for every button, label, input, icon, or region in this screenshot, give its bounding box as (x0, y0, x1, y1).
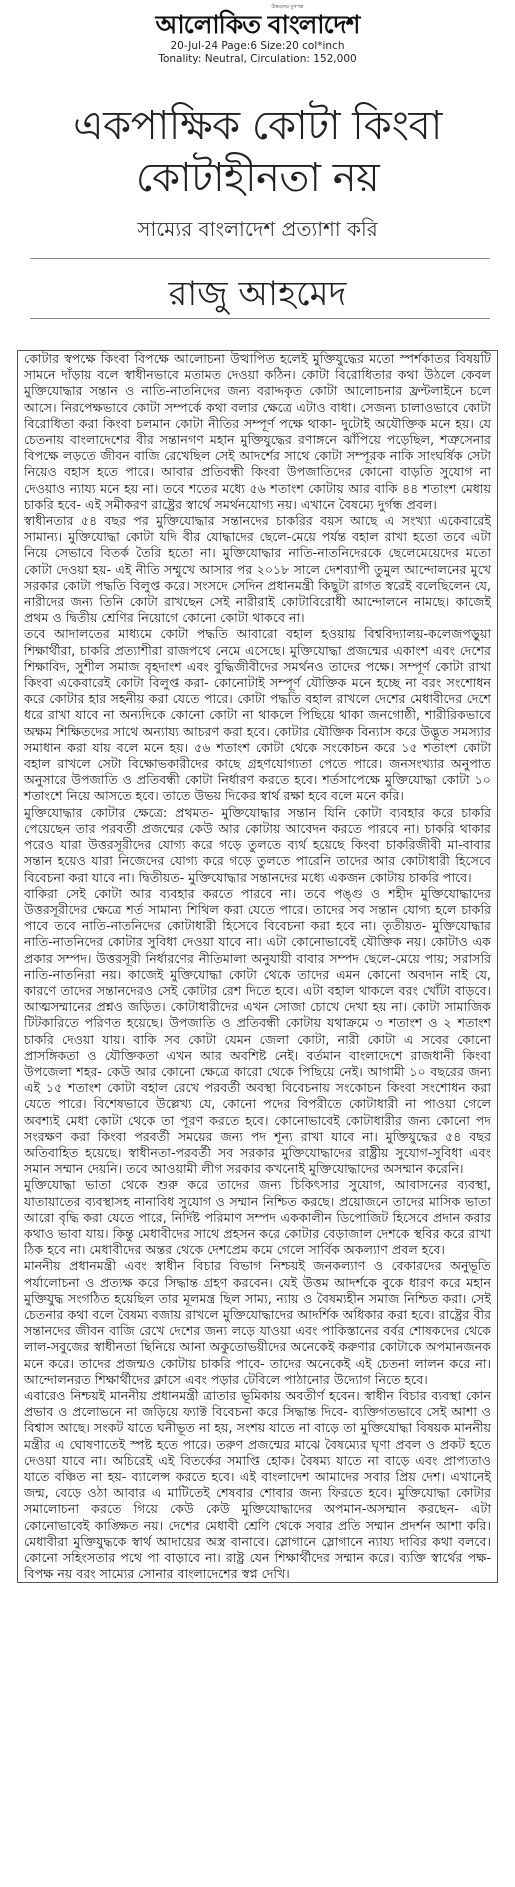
article-paragraph: মুক্তিযোদ্ধার কোটার ক্ষেত্রে: প্রথমত- মুক্তিযোদ্ধার সন্তান যিনি কোটা ব্যবহার করে চাকরি পেয়েছেন তার পরবর্তী প্রজন্মের কেউ আর কোটায় আবেদন করতে পারবে না। চাকরি থাকার পরেও যারা উত্তরসূরীদের যোগ্য করে গড়ে তুলতে ব্যর্থ হয়েছে কিংবা চাকরিজীবী মা-বাবার সন্তান হয়েও যারা নিজেদের যোগ্য করে গড়ে তুলতে পারেনি তাদের আর কোটাধারী হিসেবে বিবেচনা করা যাবে না। দ্বিতীয়ত- মুক্তিযোদ্ধার সন্তানদের মধ্যে একজন কোটায় চাকরি পাবে। (24, 804, 491, 885)
masthead-tagline: উন্নয়নের মুখপত্র (271, 4, 304, 10)
clipping-meta-line2: Tonality: Neutral, Circulation: 152,000 (158, 53, 357, 65)
article-subtitle: সাম্যের বাংলাদেশ প্রত্যাশা করি (137, 217, 378, 241)
headline-line2: কোটাহীনতা নয় (135, 155, 380, 201)
divider-bottom (30, 318, 490, 319)
article-paragraph: কোটার স্বপক্ষে কিংবা বিপক্ষে আলোচনা উত্থাপিত হলেই মুক্তিযুদ্ধের মতো স্পর্শকাতর বিষয়টি সামনে দাঁড়ায় বলে স্বাধীনভাবে মতামত দেওয়া কঠিন। কোটা বিরোধিতার কথা উঠলে কেবল মুক্তিযোদ্ধার সন্তান ও নাতি-নাতনিদের জন্য বরাদ্দকৃত কোটা আলোচনার ফ্রন্টলাইনে চলে আসে। নিরপেক্ষভাবে কোটা সম্পর্কে কথা বলার ক্ষেত্রে এটাও বাধা। সেজন্য চালাওভাবে কোটা বিরোধিতা করা কিংবা চলমান কোটা নীতির সম্পূর্ণ পক্ষে থাকা- দুটোই অযৌক্তিক মনে হয়। যে চেতনায় বাংলাদেশের বীর সন্তানগণ মহান মুক্তিযুদ্ধের রণাঙ্গনে ঝাঁপিয়ে পড়েছিল, শত্রুসেনার বিপক্ষে লড়তে জীবন বাজি রেখেছিল সেই আদর্শের সাথে কোটা সম্পূরক নাকি সাংঘর্ষিক সেটা নিয়েও বহাস হতে পারে। আবার প্রতিবন্ধী কিংবা উপজাতিদের কোনো বাড়তি সুযোগ না দেওয়াও ন্যায্য মনে হয় না। তবে শতের মধ্যে ৫৬ শতাংশ কোটায় আর বাকি ৪৪ শতাংশ মেধায় চাকরি হবে- এই সমীকরণ রাষ্ট্রের স্বার্থে সমর্থনযোগ্য নয়। এখানে বৈষম্যে দুর্গন্ধ প্রবল। (24, 351, 491, 512)
clipping-meta-line1: 20-Jul-24 Page:6 Size:20 col*inch (170, 40, 345, 52)
newspaper-masthead (0, 4, 515, 38)
author-byline: রাজু আহমেদ (168, 274, 347, 314)
article-body (17, 350, 498, 1583)
article-paragraph: স্বাধীনতার ৫৪ বছর পর মুক্তিযোদ্ধার সন্তানদের চাকরির বয়স আছে এ সংখ্যা একেবারেই সামান্য। মুক্তিযোদ্ধা কোটা যদি বীর যোদ্ধাদের ছেলে-মেয়ে পর্যন্ত বহাল রাখা হতো তবে এটা নিয়ে সেভাবে বিতর্ক তৈরি হতো না। মুক্তিযোদ্ধার নাতি-নাতনিদেরকে ছেলেমেয়েদের মতো কোটা দেওয়া হয়- এই নীতি সম্মুখে আসার পর ২০১৮ সালে দেশব্যাপী তুমুল আন্দোলনের মুখে সরকার কোটা পদ্ধতি বিলুপ্ত করে। সংসদে সেদিন প্রধানমন্ত্রী কিছুটা রাগত স্বরেই বলেছিলেন যে, নারীদের জন্য তিনি কোটা রাখছেন সেই নারীরাই কোটাবিরোধী আন্দোলনে নামছে। কাজেই প্রথম ও দ্বিতীয় শ্রেণির নিয়োগে কোনো কোটা থাকবে না। (24, 513, 491, 626)
newspaper-logo: আলোকিত বাংলাদেশ (155, 10, 360, 39)
article-paragraph: এবারেও নিশ্চয়ই মাননীয় প্রধানমন্ত্রী ত্রাতার ভূমিকায় অবতীর্ণ হবেন। স্বাধীন বিচার ব্যবস্থা কোন প্রভাব ও প্রলোভনে না জড়িয়ে ফ্যাক্ট বিবেচনা করে সিদ্ধান্ত দিবে- ব্যক্তিগতভাবে সেই আশা ও বিশ্বাস আছে। সংকট যাতে ঘনীভূত না হয়, সংশয় যাতে না বাড়ে তা মুক্তিযোদ্ধা বিষয়ক মাননীয় মন্ত্রীর এ ঘোষণাতেই স্পষ্ট হতে পারে। তরুণ প্রজন্মের মাঝে বৈষম্যের ঘৃণা প্রবল ও প্রকট হতে দেওয়া যাবে না। অচিরেই এই বিতর্কের সমাপ্তি হোক। বৈষম্য যাতে না বাড়ে এবং প্রাপ্যতাও যাতে বঞ্চিত না হয়- ব্যালেন্স করতে হবে। এই বাংলাদেশ আমাদের সবার প্রিয় দেশ। এখানেই জন্ম, বেড়ে ওঠা আবার এ মাটিতেই শেষবার শোবার জন্য ফিরতে হবে। মুক্তিযোদ্ধা কোটার সমালোচনা করতে গিয়ে কেউ কেউ মুক্তিযোদ্ধাদের অপমান-অসম্মান করছেন- এটা কোনোভাবেই কাঙ্ক্ষিত নয়। দেশের মেধাবী শ্রেণি থেকে সবার প্রতি সম্মান প্রদর্শন আশা করি। মেধাবীরা মুক্তিযুদ্ধকে স্বার্থ আদায়ের অস্ত্র বানাবে। স্লোগানে স্লোগানে ন্যায্য দাবির কথা বলবে। কোনো সহিংসতার পথে পা বাড়াবে না। রাষ্ট্র যেন শিক্ষার্থীদের সম্মান করে। ব্যক্তি স্বার্থের পক্ষ-বিপক্ষ নয় বরং সাম্যের সোনার বাংলাদেশের স্বপ্ন দেখি। (24, 1388, 491, 1582)
headline-line1: একপাক্ষিক কোটা কিংবা (73, 103, 442, 149)
article-paragraph: মুক্তিযোদ্ধা ভাতা থেকে শুরু করে তাদের জন্য চিকিৎসার সুযোগ, আবাসনের ব্যবস্থা, যাতায়াতের ব্যবস্থাসহ নানাবিধ সুযোগ ও সম্মান নিশ্চিত করছে। প্রয়োজনে তাদের মাসিক ভাতা আরো বৃদ্ধি করা যেতে পারে, নির্দিষ্ট পরিমাণ সম্পদ এককালীন ডিপোজিট হিসেবে প্রদান করার কথাও ভাবা যায়। কিন্তু মেধাবীদের সাথে প্রহসন করে কোটার বেড়াজাল দেশকে স্থবির করে রাখা ঠিক হবে না। মেধাবীদের অন্তর থেকে দেশপ্রেম কমে গেলে সার্বিক অকল্যাণ প্রবল হবে। (24, 1177, 491, 1258)
article-paragraph: মাননীয় প্রধানমন্ত্রী এবং স্বাধীন বিচার বিভাগ নিশ্চয়ই জনকল্যাণ ও বেকারদের অনুভূতি পর্যালোচনা ও প্রত্যক্ষ করে সিদ্ধান্ত গ্রহণ করবেন। যেই উত্তম আদর্শকে বুকে ধারণ করে মহান মুক্তিযুদ্ধ সংগঠিত হয়েছিল তার মূলমন্ত্র ছিল সাম্য, ন্যায় ও বৈষম্যহীন সমাজ নিশ্চিত করা। সেই চেতনার কথা বলে বৈষম্য বজায় রাখলে মুক্তিযোদ্ধাদের আদর্শিক অধিকার করা হবে। রাষ্ট্রের বীর সন্তানদের জীবন বাজি রেখে দেশের জন্য লড়ে যাওয়া এবং পাকিস্তানের বর্বর শোষকদের থেকে লাল-সবুজের স্বাধীনতা ছিনিয়ে আনা অকুতোভয়ীদের অনেকেই করুণার কোটাকে অপমানজনক মনে করে। তাদের প্রজন্মও কোটায় চাকরি পাবে- তাদের অনেকেই এই চেতনা লালন করে না। আন্দোলনরত শিক্ষার্থীদের ক্লাসে এবং পড়ার টেবিলে পাঠানোর উদ্যোগ নিতে হবে। (24, 1258, 491, 1387)
article-paragraph: তবে আদালতের মাধ্যমে কোটা পদ্ধতি আবারো বহাল হওয়ায় বিশ্ববিদ্যালয়-কলেজপড়ুয়া শিক্ষার্থীরা, চাকরি প্রত্যাশীরা রাজপথে নেমে এসেছে। মুক্তিযোদ্ধা প্রজন্মের একাংশ এবং দেশের শিক্ষাবিদ, সুশীল সমাজ বৃহদাংশ এবং বুদ্ধিজীবীদের সমর্থনও তাদের পক্ষে। সম্পূর্ণ কোটা রাখা কিংবা একেবারেই কোটা বিলুপ্ত করা- কোনোটাই সম্পূর্ণ যৌক্তিক মনে হচ্ছে না বরং সংশোধন করে কোটার হার সহনীয় করা যেতে পারে। কোটা পদ্ধতি বহাল রাখলে দেশের মেধাবীদের দেশে ধরে রাখা যাবে না অন্যদিকে কোনো কোটা না থাকলে পিছিয়ে থাকা জনগোষ্ঠী, শারীরিকভাবে অক্ষম শিক্ষিতদের সাথে অন্যায্য আচরণ করা হবে। কোটার যৌক্তিক বিন্যাস করে উদ্ভূত সমস্যার সমাধান করা যায় বলে মনে হয়। ৫৬ শতাংশ কোটা থেকে সংকোচন করে ১৫ শতাংশ কোটা বহাল রাখলে সেটা বিক্ষোভকারীদের কাছে গ্রহণযোগ্যতা পেতে পারে। জনসংখ্যার অনুপাত অনুসারে উপজাতি ও প্রতিবন্ধী কোটা নির্ধারণ করতে হবে। শর্তসাপেক্ষে মুক্তিযোদ্ধা কোটা ১০ শতাংশে নিয়ে আসতে হবে। তাতে উভয় দিকের স্বার্থ রক্ষা হবে বলে মনে করি। (24, 626, 491, 804)
article-paragraph: বাকিরা সেই কোটা আর ব্যবহার করতে পারবে না। তবে পঙ্গু ও শহীদ মুক্তিযোদ্ধাদের উত্তরসূরীদের ক্ষেত্রে শর্ত সামান্য শিথিল করা যেতে পারে। তাদের সব সন্তান যোগ্য হলে চাকরি পাবে তবে নাতি-নাতনিদের কোটাধারী হিসেবে বিবেচনা করা হবে না। তৃতীয়ত- মুক্তিযোদ্ধার নাতি-নাতনিদের কোটার সুবিধা দেওয়া যাবে না। এটা কোনোভাবেই যৌক্তিক নয়। কোটাও এক প্রকার সম্পদ। উত্তরসূরী নির্ধারণের নীতিমালা অনুযায়ী বাবার সম্পদ ছেলে-মেয়ে পায়; সরাসরি নাতি-নাতনিরা নয়। কাজেই মুক্তিযোদ্ধা কোটা থেকে তাদের এমন কোনো অবদান নাই যে, কারণে তাদের সন্তানদেরও সেই কোটার রেশ দিতে হবে। এটা বহাল থাকলে বরং খোঁটা বাড়বে। আত্মসম্মানের প্রশ্নও জড়িত। কোটাধারীদের এখন সোজা চোখে দেখা হয় না। কোটা সামাজিক টিটকারিতে পরিণত হয়েছে। উপজাতি ও প্রতিবন্ধী কোটায় যথাক্রমে ৩ শতাংশ ও ২ শতাংশ চাকরি দেওয়া যায়। বাকি সব কোটা যেমন জেলা কোটা, নারী কোটা এ সবের কোনো প্রাসঙ্গিকতা ও যৌক্তিকতা এখন আর অবশিষ্ট নেই। বর্তমান বাংলাদেশে রাজধানী কিংবা উপজেলা শহর- কেউ আর কোনো ক্ষেত্রে কারো থেকে পিছিয়ে নেই। আগামী ১০ বছরের জন্য এই ১৫ শতাংশ কোটা বহাল রেখে পরবর্তী অবস্থা বিবেচনায় সংকোচন কিংবা সংশোধন করা যেতে পারে। বিশেষভাবে উল্লেখ্য যে, কোনো পদের বিপরীতে কোটাধারী না পাওয়া গেলে অবশ্যই মেধা কোটা থেকে তা পূরণ করতে হবে। কোনোভাবেই কোটাধারীর জন্য কোনো পদ সংরক্ষণ করা কিংবা পরবর্তী সময়ের জন্য পদ শূন্য রাখা যাবে না। মুক্তিযুদ্ধের ৫৪ বছর অতিবাহিত হয়েছে। স্বাধীনতা-পরবর্তী সব সরকার মুক্তিযোদ্ধাদের রাষ্ট্রীয় সুযোগ-সুবিধা এবং সমান সম্মান দেয়নি। তবে আওয়ামী লীগ সরকার কখনোই মুক্তিযোদ্ধাদের অসম্মান করেনি। (24, 885, 491, 1177)
divider-top (30, 258, 490, 259)
